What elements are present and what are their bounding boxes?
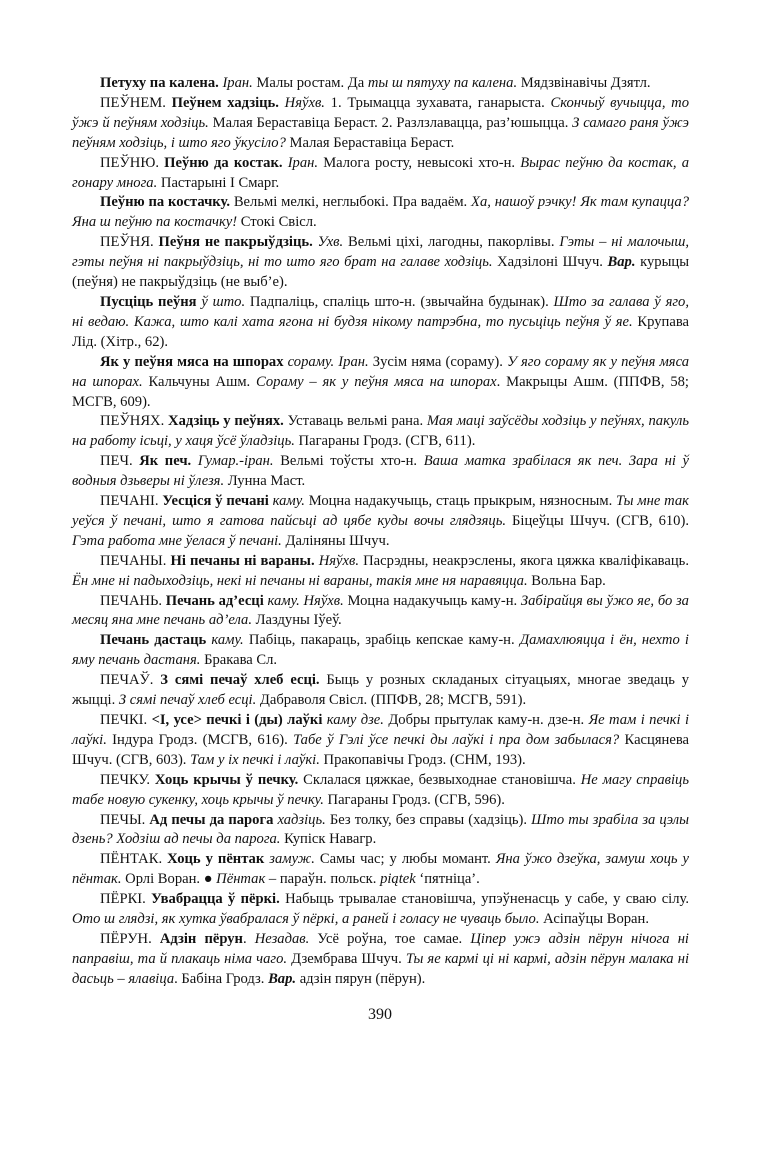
entry-text: Стокі Свісл.: [237, 214, 317, 231]
italic-text: Ціпер ужэ адзін пёрун нічога ні паправіш, та й плакаць німа чаго.: [72, 930, 689, 967]
italic-text: Забірайця вы ўжо яе, бо за месяц яна мне печань ад’ела.: [72, 592, 689, 629]
entry-text: ПЕЧКІ.: [100, 712, 152, 728]
dictionary-entry: [72, 492, 689, 552]
entry-text: Моцна надакучыць, стаць прыкрым, нязносным.: [304, 493, 617, 510]
dictionary-entry: [72, 771, 689, 811]
entry-text: ПЁРУН.: [100, 930, 160, 947]
entry-text: [191, 453, 198, 469]
headword-phrase: Пеўнем хадзіць.: [171, 94, 279, 111]
italic-text: Ото ш глядзі, як хутка ўвабралася ў пёркі, а раней і голасу не чуваць было.: [72, 911, 540, 928]
entry-text: ПЕЎНЕМ.: [100, 94, 172, 111]
entry-text: . Бабіна Гродз.: [174, 970, 269, 987]
headword-phrase: Адзін пёрун: [159, 930, 243, 947]
entry-text: Малая Бераставіца Берaст.: [285, 134, 455, 151]
entry-text: ПЕЎНЯ.: [100, 234, 159, 251]
italic-text: каму. Няўхв.: [267, 592, 344, 609]
entry-text: – параўн. польск.: [265, 871, 381, 888]
dictionary-entry: [72, 452, 689, 492]
italic-text: Дамахлюяцца і ён, нехто і яму печань дастаня.: [72, 632, 689, 669]
dictionary-entry: [72, 233, 689, 293]
entry-text: ПЕЧАНІ.: [100, 493, 163, 510]
headword-phrase: Хадзіць у пеўнях.: [168, 413, 284, 430]
entry-text: Падпаліць, спаліць што-н. (звычайна будынак).: [245, 293, 554, 310]
entry-text: ПЕЧАНЫ.: [100, 552, 171, 569]
entry-text: Пабіць, пакараць, зрабіць кепскае каму-н.: [243, 632, 520, 649]
entry-text: ПЕЧАЎ.: [100, 672, 161, 689]
dictionary-entry: [72, 631, 689, 671]
entry-text: Быць у розных складаных сітуацыях, многае зведаць у жыцці.: [72, 672, 689, 709]
italic-text: Скончыў вучыцца, то ўжэ й пеўням ходзіць.: [72, 94, 690, 131]
italic-text: Ха, нашоў рэчку! Як там купацца? Яна ш пеўню па костачку!: [72, 194, 689, 231]
italic-text: Незадав.: [254, 930, 310, 947]
entry-text: Добры прытулак каму-н. дзе-н.: [383, 712, 589, 728]
italic-text: Ваша матка зрабілася як печ. Зара ні ў водныя дзьверы ні ўлезя.: [72, 453, 689, 490]
entry-text: ПЕЎНЯХ.: [100, 413, 169, 430]
headword-phrase: Печань дастаць: [100, 632, 207, 649]
italic-text: У яго сораму як у пеўня мяса на шпорах.: [72, 353, 689, 390]
entry-text: ПЁНТАК.: [100, 851, 168, 868]
entry-text: Хадзілоні Шчуч.: [492, 254, 608, 271]
dictionary-entry: [72, 353, 689, 413]
entry-text: Вольна Бар.: [527, 572, 606, 589]
entry-text: .: [242, 930, 255, 947]
entry-text: Орлі Воран. ●: [121, 871, 217, 888]
entry-text: Асіпаўцы Воран.: [539, 911, 649, 928]
italic-text: Што за галава ў яго, ні ведаю. Кажа, што калі хата ягона ні будзя нікому патрэбна, то пусьціць пеўня ў яе.: [72, 293, 689, 330]
italic-text: Ён мне ні падыходзіць, некі ні печаны ні вараны, такія мне ня наравяцца.: [72, 572, 528, 589]
headword-phrase: Пеўню да костак.: [164, 154, 283, 171]
headword-phrase: Уесціся ў печані: [162, 493, 269, 510]
dictionary-entry: [72, 94, 689, 154]
italic-text: Ухв.: [317, 234, 344, 251]
italic-text: Сораму – як у пеўня мяса на шпорах: [256, 373, 497, 390]
entry-text: Дабраволя Свісл. (ППФВ, 28; МСГВ, 591).: [256, 692, 527, 709]
dictionary-entry: [72, 592, 689, 632]
entry-text: Пракопавічы Гродз. (СНМ, 193).: [319, 751, 526, 768]
headword-phrase: Як у пеўня мяса на шпорах: [100, 353, 284, 370]
headword-phrase: Пусціць пеўня: [100, 293, 197, 310]
entry-text: Малога росту, невысокі хто-н.: [318, 154, 521, 171]
dictionary-entry: [72, 412, 689, 452]
dictionary-entry: [72, 930, 689, 990]
entry-text: Уставаць вельмі рана.: [283, 413, 427, 430]
entry-text: Малы ростам. Да: [252, 75, 368, 91]
entry-text: 1. Трымацца зухавата, ганарыста.: [324, 94, 551, 111]
italic-text: Гумар.-іран.: [197, 453, 274, 470]
headword-phrase: Хоць у пёнтак: [167, 851, 265, 868]
dictionary-entry: [72, 671, 689, 711]
entry-text: Склалася цяжкае, безвыходнае становішча.: [298, 771, 581, 788]
dictionary-entry: [72, 711, 689, 771]
dictionary-entry: [72, 293, 689, 353]
entry-text: ПЕЧ.: [100, 453, 140, 470]
entry-text: Лаздуны Іўеў.: [251, 612, 342, 629]
entry-text: Біцеўцы Шчуч. (СГВ, 610).: [505, 512, 689, 529]
entry-text: Малая Бераставіца Берaст. 2. Разлзлавацца, раз’юшыцца.: [208, 114, 573, 131]
italic-text: ты ш пятуху па калена.: [367, 75, 518, 91]
italic-text: хадзіць.: [277, 811, 326, 828]
entry-text: Без толку, без справы (хадзіць).: [325, 811, 532, 828]
italic-text: замуж.: [269, 851, 315, 868]
italic-text: Іран.: [287, 154, 319, 171]
variant-label: Вар.: [268, 970, 297, 987]
italic-text: каму дзе.: [326, 712, 384, 728]
italic-text: Яе там і печкі і лаўкі.: [72, 712, 689, 748]
italic-text: piątek: [380, 871, 416, 888]
italic-text: каму.: [272, 493, 305, 510]
entry-text: Крупава Лід. (Хітр., 62).: [72, 313, 690, 350]
entry-text: курыцы (пеўня) не пакрыўдзіць (не выб’е).: [72, 254, 690, 291]
italic-text: Табе ў Гэлі ўсе печкі ды лаўкі і пра дом забылася?: [293, 731, 620, 748]
headword-phrase: З сямі печаў хлеб есці.: [160, 672, 320, 689]
entry-text: Купіск Навагр.: [280, 831, 377, 848]
headword-phrase: Ад печы да парога: [149, 811, 274, 828]
headword-phrase: Пеўню па костачку.: [100, 194, 230, 211]
headword-phrase: Увабрацца ў пёркі.: [151, 891, 280, 908]
italic-text: Ты мне так уеўся ў печані, што я гатова пайсьці ад цябе куды вочы глядзяць.: [72, 493, 689, 529]
italic-text: Ты яе кармі ці ні кармі, адзін пёрун малака ні дасьць – ялавіца: [72, 950, 689, 987]
italic-text: Што ты зрабіла за цэлы дзень? Ходзіш ад печы да парога.: [72, 811, 689, 848]
entry-text: Дзембрава Шчуч.: [287, 950, 406, 967]
entry-text: Зусім няма (сораму).: [368, 353, 508, 370]
italic-text: Няўхв.: [318, 552, 359, 569]
headword-phrase: Пеўня не пакрыўдзіць.: [158, 234, 313, 251]
entry-text: ПЕЧКУ.: [100, 771, 155, 788]
italic-text: Яна ўжо дзеўка, замуш хоць у пёнтак.: [72, 851, 690, 888]
dictionary-entry: [72, 74, 689, 94]
dictionary-page: [72, 74, 689, 990]
entry-text: ПЁРКІ.: [100, 891, 152, 908]
headword-phrase: Ні печаны ні вараны.: [170, 552, 315, 569]
entry-text: Вельмі мелкі, неглыбокі. Пра вадаём.: [230, 194, 472, 211]
italic-text: каму.: [211, 632, 244, 649]
entry-text: Мядзвінавічы Дзятл.: [517, 75, 651, 91]
entry-text: Самы час; у любы момант.: [314, 851, 496, 868]
italic-text: Мая маці заўсёды ходзіць у пеўнях, пакуль на работу ісьці, у хаця ўсё ўладзіць.: [72, 413, 689, 450]
entry-text: Вельмі тоўсты хто-н.: [273, 453, 424, 470]
italic-text: Гэта работа мне ўелася ў печані.: [72, 532, 282, 549]
headword-phrase: Хоць крычы ў печку.: [154, 771, 299, 788]
entry-text: ПЕЧАНЬ.: [100, 592, 166, 609]
entry-text: Пастарыні І Смарг.: [157, 174, 280, 191]
entry-text: ПЕЧЫ.: [100, 811, 150, 828]
headword-phrase: <І, усе> печкі і (ды) лаўкі: [151, 712, 323, 728]
entry-text: Набыць трывалае становішча, упэўненасць у сабе, у сваю сілу.: [279, 891, 689, 908]
page-number: 390: [368, 1006, 392, 1023]
italic-text: З самаго раня ўжэ пеўням ходзіць, і што яго ўкусіло?: [72, 114, 689, 151]
entry-text: адзін пярун (пёрун).: [296, 970, 426, 987]
headword-phrase: Як печ.: [139, 453, 192, 470]
entry-text: Даліняны Шчуч.: [281, 532, 390, 549]
entry-text: Пасрэдны, неакрэслены, якога цяжка кваліфікаваць.: [358, 552, 689, 569]
italic-text: Вырас пеўню да костак, а гонару многа.: [72, 154, 690, 191]
italic-text: З сямі печаў хлеб есці.: [118, 692, 257, 709]
entry-text: Кальчуны Ашм.: [142, 373, 257, 390]
dictionary-entry: [72, 890, 689, 930]
entry-text: Пагараны Гродз. (СГВ, 611).: [294, 433, 476, 450]
dictionary-entry: [72, 154, 689, 194]
headword-phrase: Петуху па калена.: [100, 75, 219, 91]
entry-text: ПЕЎНЮ.: [100, 154, 165, 171]
entry-text: Пагараны Гродз. (СГВ, 596).: [323, 791, 505, 808]
entry-text: Бракава Сл.: [200, 652, 278, 669]
entry-text: . Макрыцы Ашм. (ППФВ, 58; МСГВ, 609).: [72, 373, 689, 410]
entry-text: ‘пятніца’.: [415, 871, 480, 888]
dictionary-entry: [72, 552, 689, 592]
italic-text: Не магу справіць табе новую сукенку, хоць крычы ў печку.: [72, 771, 689, 808]
italic-text: Там у іх печкі і лаўкі.: [190, 751, 320, 768]
variant-label: Вар.: [607, 254, 636, 271]
entry-text: Вельмі ціхі, лагодны, пакорлівы.: [343, 234, 560, 251]
entry-text: Індура Гродз. (МСГВ, 616).: [106, 731, 294, 748]
headword-phrase: Печань ад’есці: [165, 592, 264, 609]
dictionary-entry: [72, 811, 689, 851]
dictionary-entry: [72, 193, 689, 233]
italic-text: Іран.: [222, 75, 253, 91]
italic-text: ў што.: [201, 293, 246, 310]
entry-text: Усё роўна, тое самае.: [309, 930, 471, 947]
dictionary-entry: [72, 850, 689, 890]
italic-text: Няўхв.: [284, 94, 325, 111]
entry-text: Лунна Маст.: [224, 473, 306, 490]
italic-text: сораму. Іран.: [287, 353, 369, 370]
italic-text: Гэты – ні малочыш, гэты пеўня ні пакрыўдзіць, ні то што яго брат на галаве ходзіць.: [72, 234, 689, 271]
italic-text: Пёнтак: [216, 871, 266, 888]
entry-text: Касцянева Шчуч. (СГВ, 603).: [72, 731, 690, 768]
entry-text: Моцна надакучыць каму-н.: [343, 592, 521, 609]
